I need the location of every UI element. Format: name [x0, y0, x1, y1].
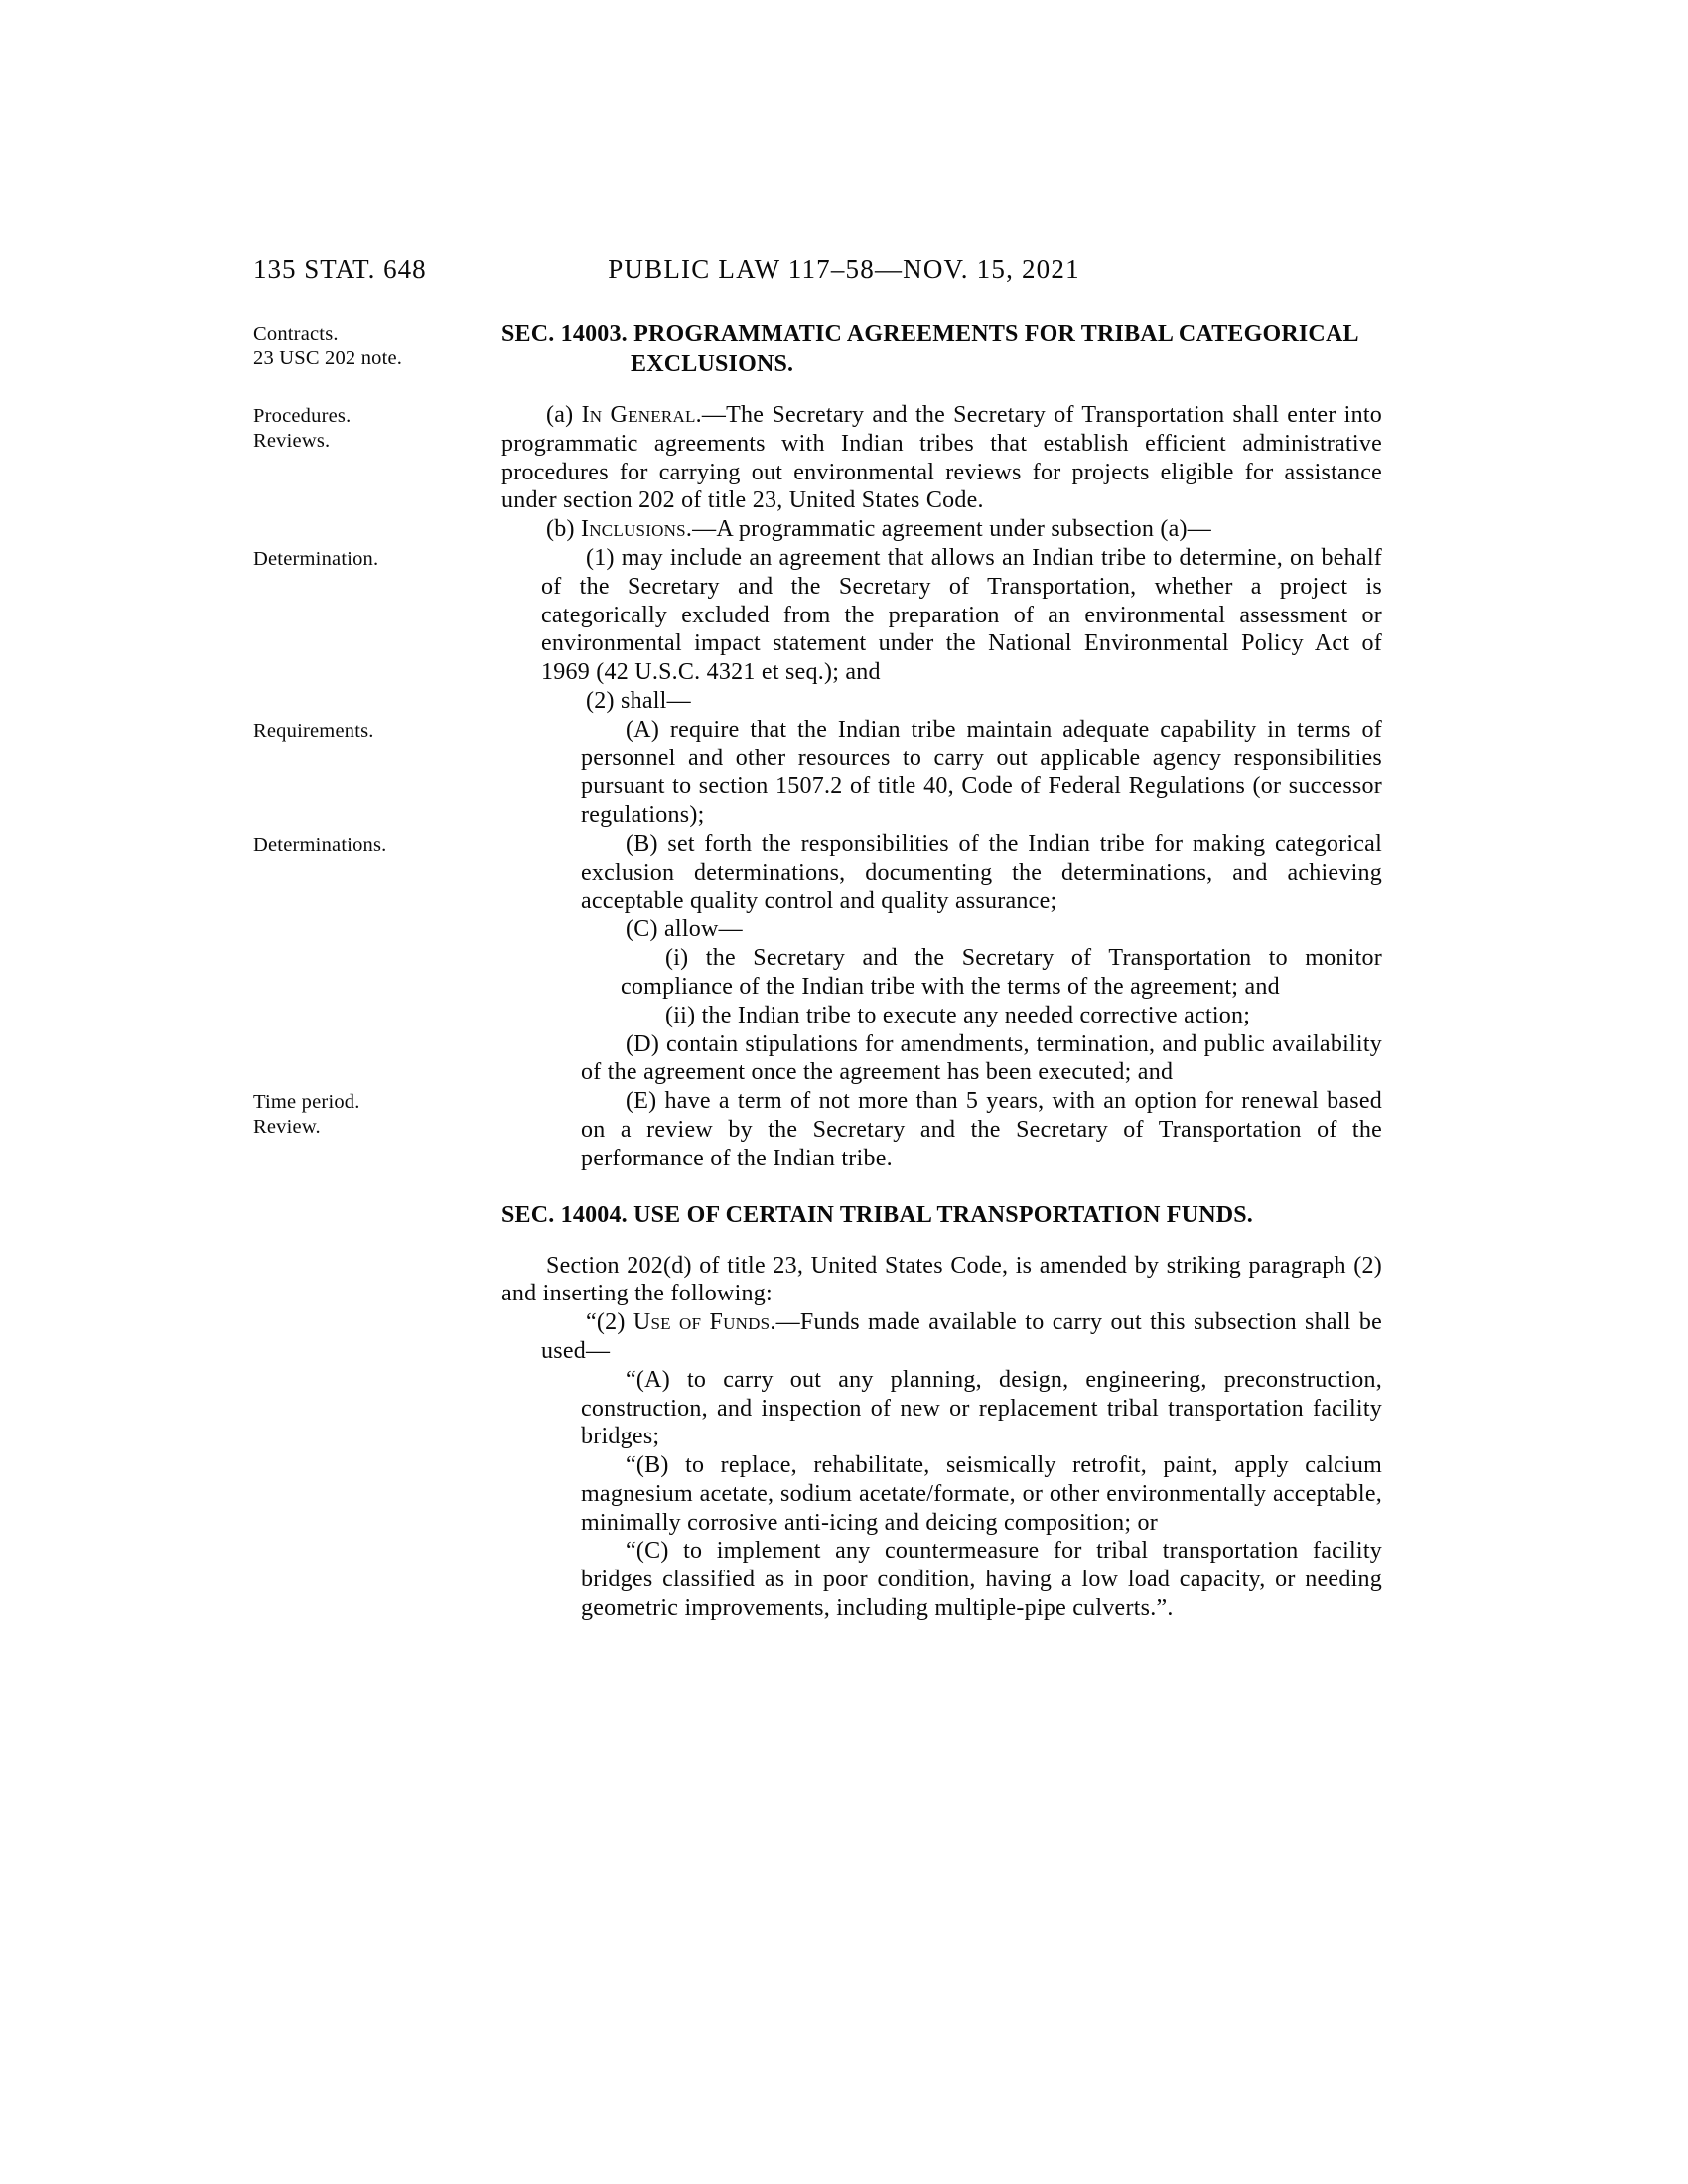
- margin-note-line: 23 USC 202 note.: [253, 347, 403, 369]
- paragraph-text: “(A) to carry out any planning, design, engineering, preconstruction, construction, and inspection of new or replacement tribal transportation facility bridges;: [581, 1366, 1382, 1450]
- paragraph-term: Inclusions: [580, 516, 686, 543]
- margin-note: [253, 322, 496, 371]
- statute-body-column: [501, 319, 1382, 1623]
- paragraph-text: The Secretary and the Secretary of Transportation shall enter into programmatic agreements with Indian tribes that establish efficient administrative procedures for carrying out environmental reviews for projects eligible for assistance under section 202 of title 23, United States Code.: [501, 402, 1382, 514]
- paragraph-term: Use of Funds: [633, 1309, 771, 1336]
- paragraph-label: (a): [546, 402, 582, 428]
- statute-paragraph: [501, 515, 1382, 544]
- paragraph-text: Section 202(d) of title 23, United States Code, is amended by striking paragraph (2) and inserting the following:: [501, 1252, 1382, 1307]
- paragraph-term: In General: [581, 402, 696, 428]
- margin-note: [253, 404, 496, 454]
- margin-note-line: Time period.: [253, 1091, 360, 1113]
- statute-paragraph: [581, 1537, 1382, 1622]
- statute-paragraph: [541, 1308, 1382, 1366]
- statute-paragraph: [581, 915, 1382, 944]
- statute-paragraph: [581, 1366, 1382, 1451]
- margin-note-line: Requirements.: [253, 720, 374, 742]
- paragraph-text: (E) have a term of not more than 5 years, with an option for renewal based on a review by the Secretary and the Secretary of Transportation of the performance of the Indian tribe.: [581, 1088, 1382, 1171]
- paragraph-text: (2) shall—: [586, 687, 691, 714]
- margin-note-line: Reviews.: [253, 430, 331, 452]
- statute-paragraph: [501, 401, 1382, 515]
- public-law-title: PUBLIC LAW 117–58—NOV. 15, 2021: [608, 254, 1080, 284]
- page-header: [0, 254, 1688, 288]
- statute-paragraph: [621, 1002, 1382, 1030]
- margin-note: [253, 547, 496, 572]
- statute-paragraph: [581, 1030, 1382, 1088]
- paragraph-text: (A) require that the Indian tribe maintain adequate capability in terms of personnel and other resources to carry out applicable agency responsibilities pursuant to section 1507.2 of title 40, Code of Federal Regulations (or successor regulations);: [581, 716, 1382, 829]
- section-heading: SEC. 14004. USE OF CERTAIN TRIBAL TRANSPORTATION FUNDS.: [501, 1201, 1254, 1228]
- margin-note-line: Determinations.: [253, 834, 387, 856]
- statute-paragraph: [621, 944, 1382, 1002]
- margin-note-line: Determination.: [253, 548, 379, 570]
- paragraph-text: (i) the Secretary and the Secretary of Transportation to monitor compliance of the Indian tribe with the terms of the agreement; and: [621, 945, 1382, 1000]
- paragraph-text: (B) set forth the responsibilities of the Indian tribe for making categorical exclusion determinations, documenting the determinations, and achieving acceptable quality control and quality assurance;: [581, 830, 1382, 914]
- paragraph-text: (ii) the Indian tribe to execute any needed corrective action;: [665, 1002, 1251, 1028]
- paragraph-label: (b): [546, 516, 581, 543]
- paragraph-text: (C) allow—: [626, 916, 743, 943]
- paragraph-text: A programmatic agreement under subsection (a)—: [716, 516, 1212, 543]
- statute-paragraph: [581, 1451, 1382, 1537]
- paragraph-text: “(B) to replace, rehabilitate, seismically retrofit, paint, apply calcium magnesium acetate, sodium acetate/formate, or other environmentally acceptable, minimally corrosive anti-icing and deicing composition; or: [581, 1452, 1382, 1536]
- statute-paragraph: [541, 544, 1382, 687]
- paragraph-text: “(C) to implement any countermeasure for tribal transportation facility bridges classified as in poor condition, having a low load capacity, or needing geometric improvements, including multiple-pipe culverts.”.: [581, 1538, 1382, 1622]
- margin-note: [253, 719, 496, 744]
- margin-note-line: Contracts.: [253, 323, 339, 344]
- stat-page-number: 135 STAT. 648: [253, 254, 427, 284]
- margin-note: [253, 1090, 496, 1140]
- statute-paragraph: [541, 687, 1382, 716]
- paragraph-text: (D) contain stipulations for amendments, termination, and public availability of the agreement once the agreement has been executed; and: [581, 1030, 1382, 1086]
- section-heading: SEC. 14003. PROGRAMMATIC AGREEMENTS FOR TRIBAL CATEGORICAL EXCLUSIONS.: [501, 321, 1358, 377]
- paragraph-separator: .—: [695, 402, 727, 428]
- paragraph-label: “(2): [586, 1309, 633, 1336]
- paragraph-separator: .—: [770, 1309, 800, 1336]
- margin-note-line: Review.: [253, 1116, 321, 1138]
- margin-note: [253, 833, 496, 858]
- paragraph-text: (1) may include an agreement that allows an Indian tribe to determine, on behalf of the Secretary and the Secretary of Transportation, whether a project is categorically excluded from the preparation of an environmental assessment or environmental impact statement under the National Environmental Policy Act of 1969 (42 U.S.C. 4321 et seq.); and: [541, 544, 1382, 686]
- statute-paragraph: [581, 830, 1382, 915]
- paragraph-separator: .—: [685, 516, 717, 543]
- statute-paragraph: [581, 716, 1382, 830]
- paragraph-text: Funds made available to carry out this subsection shall be used—: [541, 1309, 1382, 1364]
- margin-note-line: Procedures.: [253, 405, 352, 427]
- statute-paragraph: [581, 1087, 1382, 1172]
- statute-paragraph: [501, 1252, 1382, 1309]
